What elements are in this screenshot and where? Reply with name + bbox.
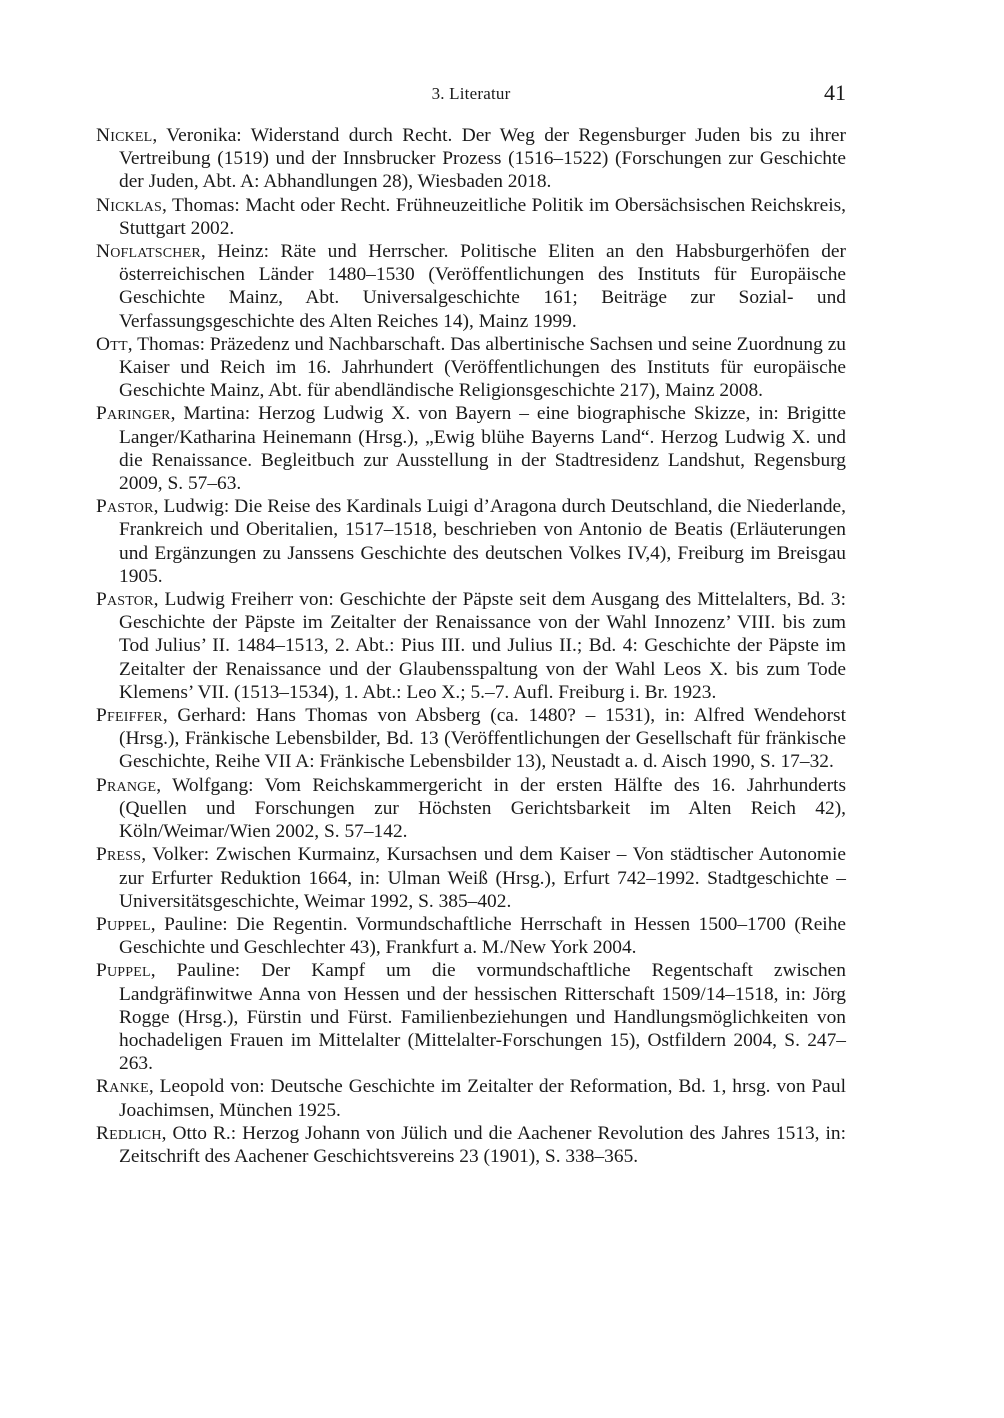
- entry-text: , Otto R.: Herzog Johann von Jülich und die Aachener Revolution des Jahres 1513, in: Zeitschrift des Aachener Geschichtsvereins 23 (1901), S. 338–365.: [119, 1122, 846, 1167]
- entry-text: , Ludwig Freiherr von: Geschichte der Päpste seit dem Ausgang des Mittelalters, Bd. 3: Geschichte der Päpste im Zeitalter der Renaissance von der Wahl Innozenz’ VIII. bis zum Tod Julius’ II. 1484–1513, 2. Abt.: Pius III. und Julius II.; Bd. 4: Geschichte der Päpste im Zeitalter der Renaissance und der Glaubensspaltung von der Wahl Leos X. bis zum Tode Klemens’ VII. (1513–1534), 1. Abt.: Leo X.; 5.–7. Aufl. Freiburg i. Br. 1923.: [119, 589, 846, 703]
- bibliography-entry: [96, 495, 846, 588]
- entry-author: Noflatscher: [96, 241, 201, 263]
- entry-author: Press: [96, 844, 142, 866]
- entry-author: Pastor: [96, 589, 154, 611]
- entry-author: Nickel: [96, 125, 153, 146]
- page-number: 41: [824, 80, 846, 105]
- bibliography-entry: [96, 704, 846, 774]
- bibliography-entry: [96, 774, 846, 844]
- bibliography-entry: [96, 588, 846, 704]
- entry-text: , Volker: Zwischen Kurmainz, Kursachsen und dem Kaiser – Von städtischer Autonomie zur Erfurter Reduktion 1664, in: Ulman Weiß (Hrsg.), Erfurt 742–1992. Stadtgeschichte – Universitätsgeschichte, Weimar 1992, S. 385–402.: [119, 844, 846, 912]
- entry-text: , Gerhard: Hans Thomas von Absberg (ca. 1480? – 1531), in: Alfred Wendehorst (Hrsg.), Fränkische Lebensbilder, Bd. 13 (Veröffentlichungen der Gesellschaft für fränkische Geschichte, Reihe VII A: Fränkische Lebensbilder 13), Neustadt a. d. Aisch 1990, S. 17–32.: [119, 705, 846, 773]
- bibliography-entry: [96, 959, 846, 1075]
- entry-author: Ranke: [96, 1076, 149, 1098]
- entry-text: , Heinz: Räte und Herrscher. Politische Eliten an den Habsburgerhöfen der österreichischen Länder 1480–1530 (Veröffentlichungen des Instituts für Europäische Geschichte Mainz, Abt. Universalgeschichte 161; Beiträge zur Sozial- und Verfassungsgeschichte des Alten Reiches 14), Mainz 1999.: [119, 241, 846, 332]
- entry-text: , Pauline: Der Kampf um die vormundschaftliche Regentschaft zwischen Landgräfinwitwe Anna von Hessen und der hessischen Ritterschaft 1509/14–1518, in: Jörg Rogge (Hrsg.), Fürstin und Fürst. Familienbeziehungen und Handlungsmöglichkeiten von hochadeligen Frauen im Mittelalter (Mittelalter-Forschungen 15), Ostfildern 2004, S. 247–263.: [119, 960, 846, 1075]
- running-head: [96, 80, 846, 108]
- entry-text: , Thomas: Macht oder Recht. Frühneuzeitliche Politik im Obersächsischen Reichskreis, Stuttgart 2002.: [119, 194, 846, 239]
- bibliography-entry: [96, 240, 846, 333]
- bibliography-entry: [96, 402, 846, 495]
- entry-text: , Ludwig: Die Reise des Kardinals Luigi d’Aragona durch Deutschland, die Niederlande, Frankreich und Oberitalien, 1517–1518, beschrieben von Antonio de Beatis (Erläuterungen und Ergänzungen zu Janssens Geschichte des deutschen Volkes IV,4), Freiburg im Breisgau 1905.: [119, 496, 846, 587]
- entry-text: , Martina: Herzog Ludwig X. von Bayern – eine biographische Skizze, in: Brigitte Langer/Katharina Heinemann (Hrsg.), „Ewig blühe Bayerns Land“. Herzog Ludwig X. und die Renaissance. Begleitbuch zur Ausstellung in der Stadtresidenz Landshut, Regensburg 2009, S. 57–63.: [119, 403, 846, 495]
- entry-text: , Wolfgang: Vom Reichskammergericht in der ersten Hälfte des 16. Jahrhunderts (Quellen und Forschungen zur Höchsten Gerichtsbarkeit im Alten Reich 42), Köln/Weimar/Wien 2002, S. 57–142.: [119, 774, 846, 843]
- bibliography-entry: [96, 333, 846, 403]
- entry-text: , Thomas: Präzedenz und Nachbarschaft. Das albertinische Sachsen und seine Zuordnung zu Kaiser und Reich im 16. Jahrhundert (Veröffentlichungen des Instituts für europäische Geschichte Mainz, Abt. für abendländische Religionsgeschichte 217), Mainz 2008.: [119, 333, 846, 402]
- bibliography-entry: [96, 124, 846, 194]
- entry-author: Puppel: [96, 913, 151, 935]
- entry-author: Pastor: [96, 496, 154, 518]
- entry-author: Puppel: [96, 960, 151, 982]
- entry-author: Prange: [96, 774, 157, 796]
- entry-author: Redlich: [96, 1122, 162, 1144]
- entry-author: Ott: [96, 333, 128, 355]
- bibliography-entry: [96, 1075, 846, 1121]
- entry-text: , Veronika: Widerstand durch Recht. Der Weg der Regensburger Juden bis zu ihrer Vertreibung (1519) und der Innsbrucker Prozess (1516–1522) (Forschungen zur Geschichte der Juden, Abt. A: Abhandlungen 28), Wiesbaden 2018.: [119, 125, 846, 193]
- entry-author: Paringer: [96, 403, 171, 425]
- section-title: 3. Literatur: [431, 84, 511, 103]
- bibliography-entry: [96, 194, 846, 240]
- entry-author: Pfeiffer: [96, 705, 163, 727]
- entry-text: , Pauline: Die Regentin. Vormundschaftliche Herrschaft in Hessen 1500–1700 (Reihe Geschichte und Geschlechter 43), Frankfurt a. M./New York 2004.: [119, 913, 846, 959]
- bibliography-entry: [96, 913, 846, 959]
- entry-text: , Leopold von: Deutsche Geschichte im Zeitalter der Reformation, Bd. 1, hrsg. von Paul Joachimsen, München 1925.: [119, 1076, 846, 1121]
- bibliography-entry: [96, 843, 846, 913]
- bibliography-list: [96, 124, 846, 1168]
- bibliography-entry: [96, 1122, 846, 1168]
- entry-author: Nicklas: [96, 194, 162, 216]
